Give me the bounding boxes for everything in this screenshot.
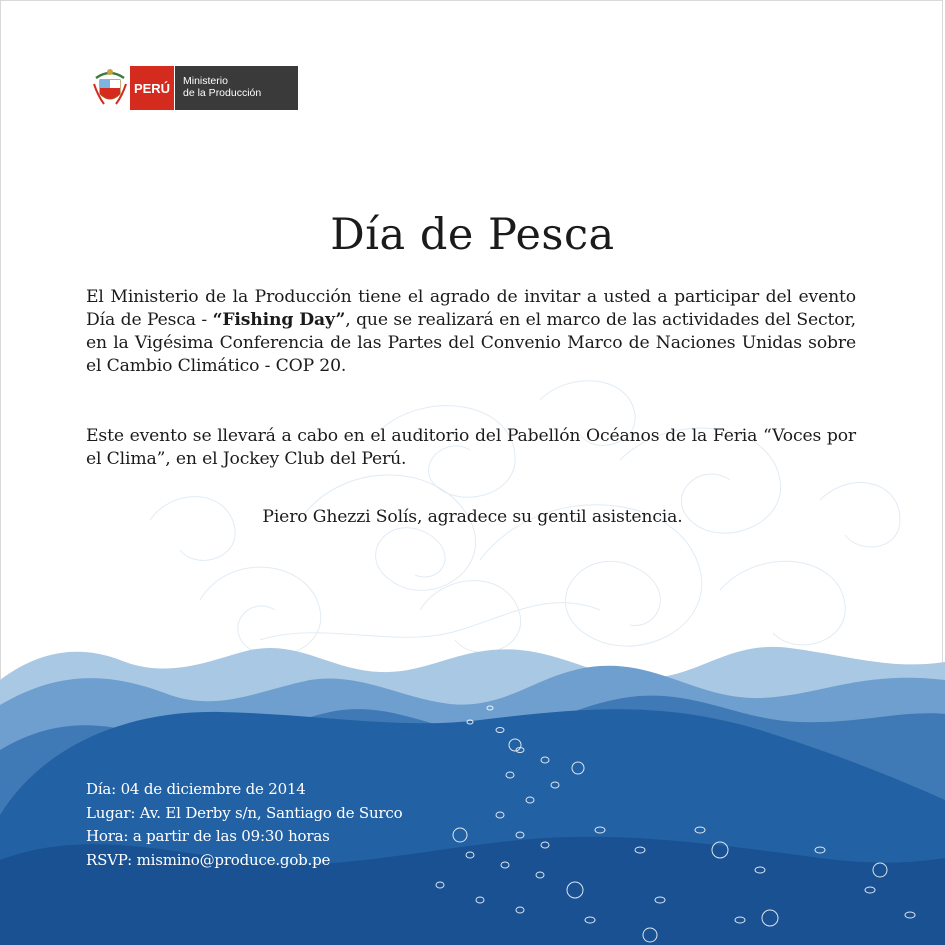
event-english-name: “Fishing Day” [212, 310, 346, 330]
paragraph1-after: , que se realizará en el marco de las actividades del Sector, en la Vigésima Conferencia de las Partes del Convenio Marco de Naciones Unidas sobre el Cambio Climático - COP 20. [86, 310, 856, 376]
paragraph1-before: El Ministerio de la Producción tiene el agrado de invitar a usted a participar del evento Día de Pesca - [86, 287, 856, 330]
ministry-logo [92, 66, 298, 110]
coat-of-arms-icon [92, 66, 128, 110]
logo-ministry [174, 66, 298, 110]
event-date: Día: 04 de diciembre de 2014 [86, 780, 306, 798]
logo-country: PERÚ [130, 66, 174, 110]
event-place: Lugar: Av. El Derby s/n, Santiago de Surco [86, 803, 403, 822]
logo-ministry-line1: Ministerio [183, 75, 228, 87]
page-title: Día de Pesca [330, 210, 615, 260]
event-time: Hora: a partir de las 09:30 horas [86, 827, 330, 845]
venue-paragraph: Este evento se llevará a cabo en el auditorio del Pabellón Océanos de la Feria “Voces por el Clima”, en el Jockey Club del Perú. [86, 426, 856, 469]
invitation-paragraph [86, 286, 856, 378]
event-rsvp[interactable]: RSVP: mismino@produce.gob.pe [86, 850, 331, 869]
logo-ministry-line2: de la Producción [183, 87, 262, 99]
event-details [86, 778, 402, 872]
thanks-line: Piero Ghezzi Solís, agradece su gentil asistencia. [262, 507, 683, 527]
ocean-waves [0, 600, 945, 945]
